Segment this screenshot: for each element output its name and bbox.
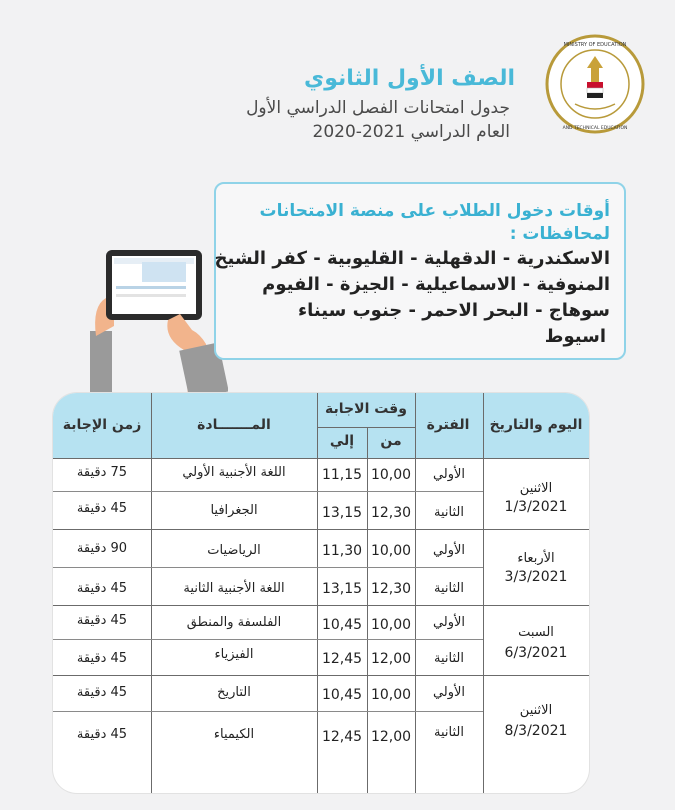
governorates-line-1: الاسكندرية - الدقهلية - القليوبية - كفر الشيخ	[214, 248, 610, 269]
day-name: الاثنين	[519, 481, 553, 496]
duration-cell: 45 دقيقة	[76, 727, 128, 742]
from-cell: 12,30	[370, 505, 412, 521]
period-cell: الأولي	[432, 615, 466, 630]
to-cell: 11,15	[321, 467, 363, 483]
header-to: إلي	[329, 433, 355, 449]
academic-year: العام الدراسي 2021-2020	[312, 122, 510, 142]
to-cell: 10,45	[321, 687, 363, 703]
header-day-date: اليوم والتاريخ	[489, 417, 583, 433]
info-box-title: أوقات دخول الطلاب على منصة الامتحانات لمحافظات :	[259, 201, 610, 244]
to-cell: 13,15	[321, 581, 363, 597]
duration-cell: 45 دقيقة	[76, 685, 128, 700]
duration-cell: 45 دقيقة	[76, 613, 128, 628]
grade-title: الصف الأول الثانوي	[304, 66, 515, 91]
period-cell: الثانية	[434, 651, 464, 666]
to-cell: 12,45	[321, 729, 363, 745]
subject-cell: الفيزياء	[214, 647, 254, 662]
duration-cell: 75 دقيقة	[76, 465, 128, 480]
header-answer-time: وقت الاجابة	[325, 401, 407, 417]
to-cell: 12,45	[321, 651, 363, 667]
day-name: السبت	[518, 625, 554, 640]
svg-text:MINISTRY OF EDUCATION: MINISTRY OF EDUCATION	[563, 42, 627, 48]
subject-cell: اللغة الأجنبية الثانية	[183, 581, 285, 596]
subject-cell: الجغرافيا	[210, 503, 258, 518]
day-date: 3/3/2021	[504, 569, 568, 585]
info-box	[214, 182, 626, 360]
period-cell: الثانية	[434, 505, 464, 520]
svg-text:AND TECHNICAL EDUCATION: AND TECHNICAL EDUCATION	[562, 126, 628, 131]
governorates-line-2: المنوفية - الاسماعيلية - الجيزة - الفيوم	[262, 274, 610, 295]
day-date: 8/3/2021	[504, 723, 568, 739]
header-from: من	[380, 433, 402, 449]
header-subject: المـــــــادة	[197, 417, 271, 433]
from-cell: 12,30	[370, 581, 412, 597]
duration-cell: 45 دقيقة	[76, 651, 128, 666]
period-cell: الثانية	[434, 725, 464, 740]
period-cell: الثانية	[434, 581, 464, 596]
ministry-logo	[545, 34, 645, 134]
from-cell: 10,00	[370, 467, 412, 483]
header-duration: زمن الإجابة	[62, 417, 142, 433]
day-name: الاثنين	[519, 703, 553, 718]
from-cell: 12,00	[370, 651, 412, 667]
subject-cell: الفلسفة والمنطق	[186, 615, 282, 630]
period-cell: الأولي	[432, 685, 466, 700]
day-date: 6/3/2021	[504, 645, 568, 661]
from-cell: 10,00	[370, 687, 412, 703]
duration-cell: 45 دقيقة	[76, 581, 128, 596]
exam-schedule-table	[53, 393, 589, 793]
from-cell: 10,00	[370, 543, 412, 559]
header-period: الفترة	[426, 417, 470, 433]
to-cell: 13,15	[321, 505, 363, 521]
period-cell: الأولي	[432, 543, 466, 558]
day-date: 1/3/2021	[504, 499, 568, 515]
governorates-line-3: سوهاج - البحر الاحمر - جنوب سيناء	[297, 300, 610, 321]
duration-cell: 45 دقيقة	[76, 501, 128, 516]
day-name: الأربعاء	[517, 551, 555, 566]
from-cell: 12,00	[370, 729, 412, 745]
subject-cell: الكيمياء	[213, 727, 255, 742]
governorates-line-4: اسيوط	[544, 326, 606, 347]
to-cell: 11,30	[321, 543, 363, 559]
schedule-title: جدول امتحانات الفصل الدراسي الأول	[246, 98, 510, 118]
tablet-hands-illustration	[88, 246, 228, 396]
period-cell: الأولي	[432, 467, 466, 482]
from-cell: 10,00	[370, 617, 412, 633]
duration-cell: 90 دقيقة	[76, 541, 128, 556]
subject-cell: التاريخ	[217, 685, 251, 700]
to-cell: 10,45	[321, 617, 363, 633]
subject-cell: الرياضيات	[207, 543, 261, 558]
subject-cell: اللغة الأجنبية الأولي	[182, 465, 286, 480]
